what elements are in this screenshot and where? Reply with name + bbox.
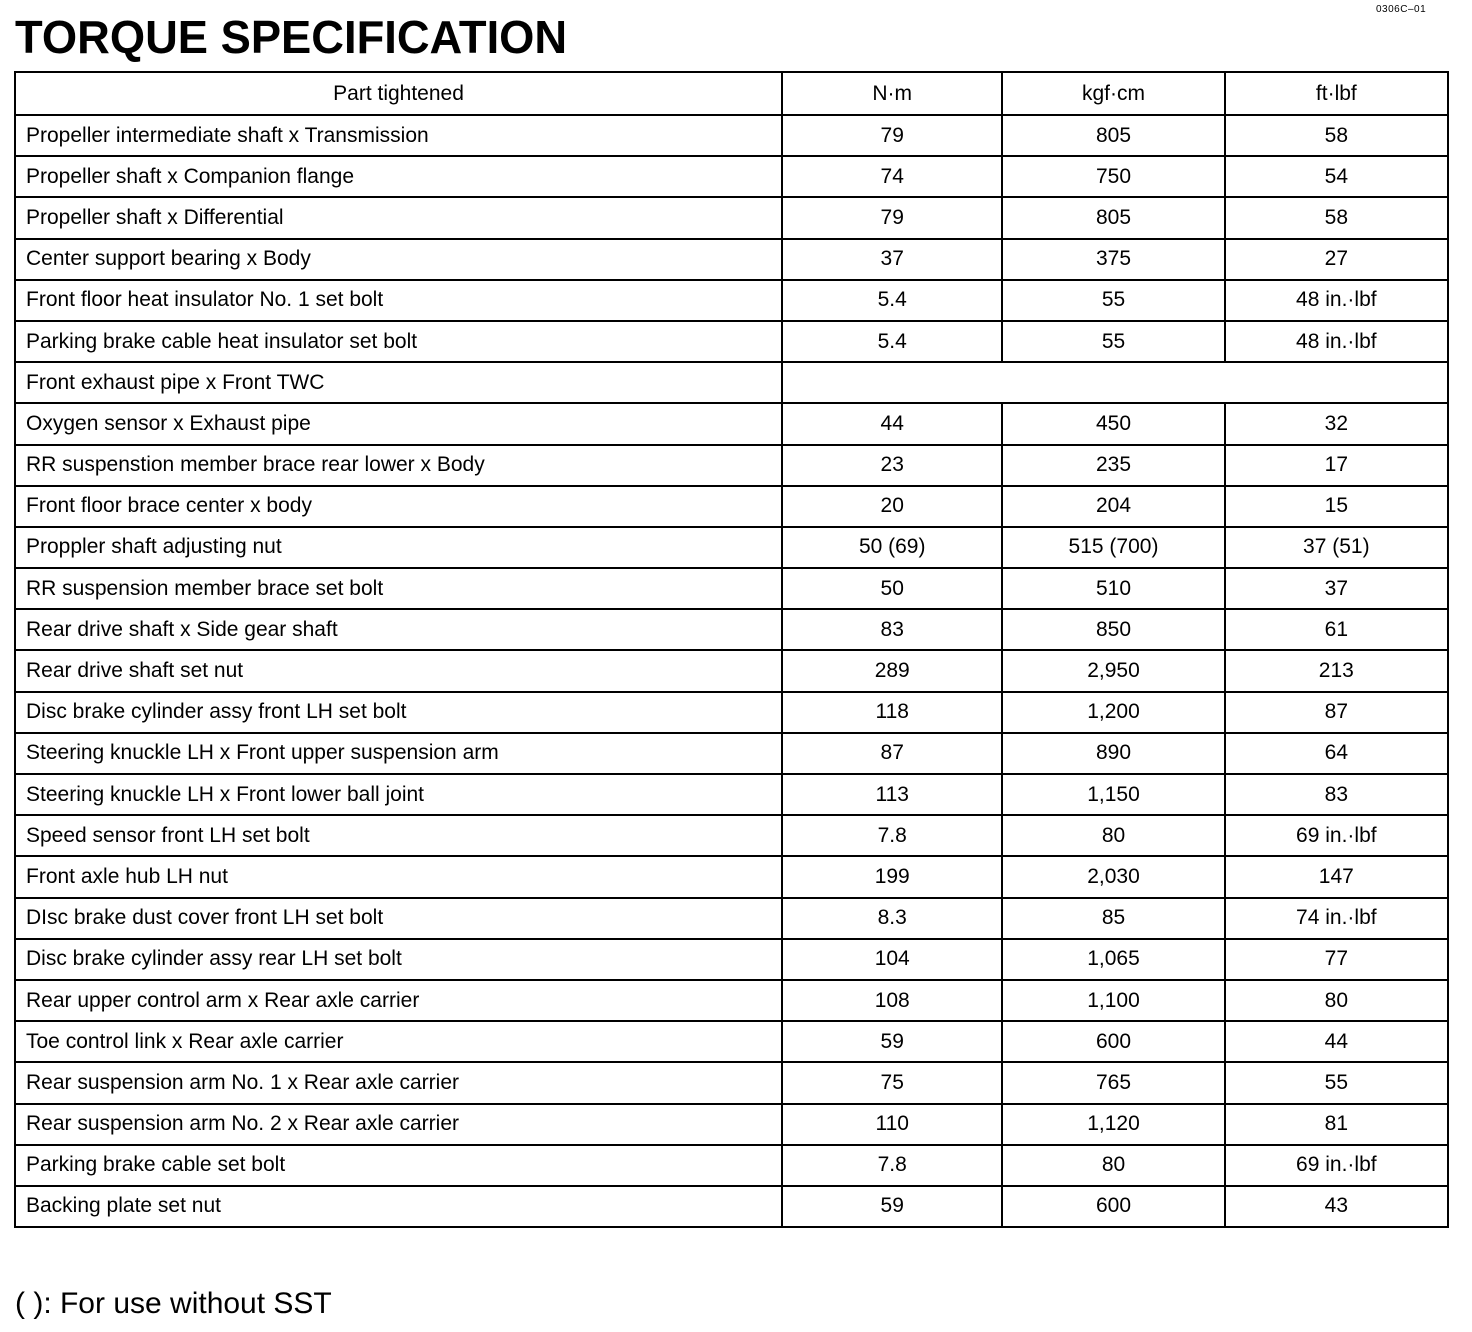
table-row bbox=[15, 939, 1448, 980]
part-tightened-cell: Toe control link x Rear axle carrier bbox=[15, 1021, 782, 1062]
part-tightened-cell: Center support bearing x Body bbox=[15, 239, 782, 280]
ftlbf-value-cell: 74 in.·lbf bbox=[1225, 898, 1448, 939]
kgfcm-value-cell: 80 bbox=[1002, 815, 1224, 856]
nm-value-cell: 59 bbox=[782, 1021, 1002, 1062]
part-tightened-cell: Front floor brace center x body bbox=[15, 486, 782, 527]
kgfcm-value-cell: 1,200 bbox=[1002, 692, 1224, 733]
table-row bbox=[15, 733, 1448, 774]
ftlbf-value-cell: 43 bbox=[1225, 1186, 1448, 1227]
table-row bbox=[15, 650, 1448, 691]
kgfcm-value-cell: 510 bbox=[1002, 568, 1224, 609]
ftlbf-value-cell: 58 bbox=[1225, 197, 1448, 238]
part-tightened-cell: Propeller shaft x Companion flange bbox=[15, 156, 782, 197]
table-row bbox=[15, 1186, 1448, 1227]
part-tightened-cell: Front axle hub LH nut bbox=[15, 856, 782, 897]
table-row bbox=[15, 403, 1448, 444]
ftlbf-value-cell: 80 bbox=[1225, 980, 1448, 1021]
part-tightened-cell: Oxygen sensor x Exhaust pipe bbox=[15, 403, 782, 444]
table-row bbox=[15, 815, 1448, 856]
ftlbf-value-cell: 147 bbox=[1225, 856, 1448, 897]
header-nm: N·m bbox=[782, 72, 1002, 115]
table-row bbox=[15, 362, 1448, 403]
kgfcm-value-cell: 805 bbox=[1002, 197, 1224, 238]
table-row bbox=[15, 692, 1448, 733]
ftlbf-value-cell: 48 in.·lbf bbox=[1225, 321, 1448, 362]
nm-value-cell: 199 bbox=[782, 856, 1002, 897]
table-row bbox=[15, 115, 1448, 156]
part-tightened-cell: Disc brake cylinder assy front LH set bolt bbox=[15, 692, 782, 733]
header-kgfcm: kgf·cm bbox=[1002, 72, 1224, 115]
kgfcm-value-cell: 85 bbox=[1002, 898, 1224, 939]
nm-value-cell: 50 (69) bbox=[782, 527, 1002, 568]
nm-value-cell: 5.4 bbox=[782, 321, 1002, 362]
page-title: TORQUE SPECIFICATION bbox=[15, 11, 568, 63]
nm-value-cell: 118 bbox=[782, 692, 1002, 733]
nm-value-cell: 289 bbox=[782, 650, 1002, 691]
merged-empty-cell bbox=[782, 362, 1448, 403]
document-code: 0306C–01 bbox=[1376, 4, 1427, 15]
torque-spec-table bbox=[14, 71, 1449, 1228]
table-row bbox=[15, 156, 1448, 197]
kgfcm-value-cell: 80 bbox=[1002, 1145, 1224, 1186]
ftlbf-value-cell: 58 bbox=[1225, 115, 1448, 156]
table-row bbox=[15, 527, 1448, 568]
part-tightened-cell: Disc brake cylinder assy rear LH set bolt bbox=[15, 939, 782, 980]
nm-value-cell: 83 bbox=[782, 609, 1002, 650]
nm-value-cell: 5.4 bbox=[782, 280, 1002, 321]
part-tightened-cell: Backing plate set nut bbox=[15, 1186, 782, 1227]
ftlbf-value-cell: 17 bbox=[1225, 445, 1448, 486]
part-tightened-cell: Front floor heat insulator No. 1 set bolt bbox=[15, 280, 782, 321]
nm-value-cell: 75 bbox=[782, 1062, 1002, 1103]
table-row bbox=[15, 568, 1448, 609]
ftlbf-value-cell: 69 in.·lbf bbox=[1225, 815, 1448, 856]
kgfcm-value-cell: 850 bbox=[1002, 609, 1224, 650]
kgfcm-value-cell: 750 bbox=[1002, 156, 1224, 197]
table-row bbox=[15, 239, 1448, 280]
header-ftlbf: ft·lbf bbox=[1225, 72, 1448, 115]
nm-value-cell: 44 bbox=[782, 403, 1002, 444]
ftlbf-value-cell: 32 bbox=[1225, 403, 1448, 444]
table-row bbox=[15, 856, 1448, 897]
table-body bbox=[15, 115, 1448, 1227]
part-tightened-cell: Steering knuckle LH x Front upper suspension arm bbox=[15, 733, 782, 774]
part-tightened-cell: Parking brake cable heat insulator set bolt bbox=[15, 321, 782, 362]
nm-value-cell: 23 bbox=[782, 445, 1002, 486]
kgfcm-value-cell: 235 bbox=[1002, 445, 1224, 486]
ftlbf-value-cell: 61 bbox=[1225, 609, 1448, 650]
ftlbf-value-cell: 87 bbox=[1225, 692, 1448, 733]
ftlbf-value-cell: 77 bbox=[1225, 939, 1448, 980]
kgfcm-value-cell: 890 bbox=[1002, 733, 1224, 774]
part-tightened-cell: Rear drive shaft x Side gear shaft bbox=[15, 609, 782, 650]
nm-value-cell: 74 bbox=[782, 156, 1002, 197]
part-tightened-cell: Proppler shaft adjusting nut bbox=[15, 527, 782, 568]
nm-value-cell: 110 bbox=[782, 1104, 1002, 1145]
nm-value-cell: 50 bbox=[782, 568, 1002, 609]
kgfcm-value-cell: 1,065 bbox=[1002, 939, 1224, 980]
part-tightened-cell: Parking brake cable set bolt bbox=[15, 1145, 782, 1186]
header-part-tightened: Part tightened bbox=[15, 72, 782, 115]
ftlbf-value-cell: 81 bbox=[1225, 1104, 1448, 1145]
kgfcm-value-cell: 55 bbox=[1002, 321, 1224, 362]
nm-value-cell: 79 bbox=[782, 115, 1002, 156]
nm-value-cell: 59 bbox=[782, 1186, 1002, 1227]
kgfcm-value-cell: 765 bbox=[1002, 1062, 1224, 1103]
kgfcm-value-cell: 375 bbox=[1002, 239, 1224, 280]
kgfcm-value-cell: 515 (700) bbox=[1002, 527, 1224, 568]
ftlbf-value-cell: 69 in.·lbf bbox=[1225, 1145, 1448, 1186]
nm-value-cell: 20 bbox=[782, 486, 1002, 527]
part-tightened-cell: Rear upper control arm x Rear axle carrier bbox=[15, 980, 782, 1021]
kgfcm-value-cell: 2,950 bbox=[1002, 650, 1224, 691]
kgfcm-value-cell: 450 bbox=[1002, 403, 1224, 444]
ftlbf-value-cell: 55 bbox=[1225, 1062, 1448, 1103]
part-tightened-cell: Rear suspension arm No. 1 x Rear axle carrier bbox=[15, 1062, 782, 1103]
kgfcm-value-cell: 2,030 bbox=[1002, 856, 1224, 897]
part-tightened-cell: Rear suspension arm No. 2 x Rear axle carrier bbox=[15, 1104, 782, 1145]
kgfcm-value-cell: 55 bbox=[1002, 280, 1224, 321]
table-row bbox=[15, 1104, 1448, 1145]
table-row bbox=[15, 1062, 1448, 1103]
ftlbf-value-cell: 213 bbox=[1225, 650, 1448, 691]
table-row bbox=[15, 197, 1448, 238]
table-row bbox=[15, 1021, 1448, 1062]
kgfcm-value-cell: 1,120 bbox=[1002, 1104, 1224, 1145]
table-row bbox=[15, 1145, 1448, 1186]
nm-value-cell: 7.8 bbox=[782, 1145, 1002, 1186]
part-tightened-cell: DIsc brake dust cover front LH set bolt bbox=[15, 898, 782, 939]
kgfcm-value-cell: 600 bbox=[1002, 1021, 1224, 1062]
nm-value-cell: 37 bbox=[782, 239, 1002, 280]
ftlbf-value-cell: 37 (51) bbox=[1225, 527, 1448, 568]
table-header-row bbox=[15, 72, 1448, 115]
nm-value-cell: 113 bbox=[782, 774, 1002, 815]
ftlbf-value-cell: 15 bbox=[1225, 486, 1448, 527]
kgfcm-value-cell: 805 bbox=[1002, 115, 1224, 156]
kgfcm-value-cell: 204 bbox=[1002, 486, 1224, 527]
kgfcm-value-cell: 1,100 bbox=[1002, 980, 1224, 1021]
ftlbf-value-cell: 48 in.·lbf bbox=[1225, 280, 1448, 321]
table-row bbox=[15, 445, 1448, 486]
kgfcm-value-cell: 600 bbox=[1002, 1186, 1224, 1227]
part-tightened-cell: Front exhaust pipe x Front TWC bbox=[15, 362, 782, 403]
part-tightened-cell: Speed sensor front LH set bolt bbox=[15, 815, 782, 856]
nm-value-cell: 108 bbox=[782, 980, 1002, 1021]
part-tightened-cell: RR suspenstion member brace rear lower x Body bbox=[15, 445, 782, 486]
ftlbf-value-cell: 37 bbox=[1225, 568, 1448, 609]
ftlbf-value-cell: 83 bbox=[1225, 774, 1448, 815]
ftlbf-value-cell: 44 bbox=[1225, 1021, 1448, 1062]
part-tightened-cell: Rear drive shaft set nut bbox=[15, 650, 782, 691]
nm-value-cell: 87 bbox=[782, 733, 1002, 774]
nm-value-cell: 8.3 bbox=[782, 898, 1002, 939]
footnote: ( ): For use without SST bbox=[15, 1287, 332, 1320]
nm-value-cell: 7.8 bbox=[782, 815, 1002, 856]
table-row bbox=[15, 609, 1448, 650]
ftlbf-value-cell: 27 bbox=[1225, 239, 1448, 280]
nm-value-cell: 104 bbox=[782, 939, 1002, 980]
part-tightened-cell: Propeller intermediate shaft x Transmission bbox=[15, 115, 782, 156]
table-row bbox=[15, 980, 1448, 1021]
part-tightened-cell: Steering knuckle LH x Front lower ball joint bbox=[15, 774, 782, 815]
ftlbf-value-cell: 54 bbox=[1225, 156, 1448, 197]
ftlbf-value-cell: 64 bbox=[1225, 733, 1448, 774]
table-row bbox=[15, 898, 1448, 939]
table-row bbox=[15, 486, 1448, 527]
kgfcm-value-cell: 1,150 bbox=[1002, 774, 1224, 815]
part-tightened-cell: RR suspension member brace set bolt bbox=[15, 568, 782, 609]
nm-value-cell: 79 bbox=[782, 197, 1002, 238]
table-row bbox=[15, 774, 1448, 815]
part-tightened-cell: Propeller shaft x Differential bbox=[15, 197, 782, 238]
table-row bbox=[15, 321, 1448, 362]
table-row bbox=[15, 280, 1448, 321]
